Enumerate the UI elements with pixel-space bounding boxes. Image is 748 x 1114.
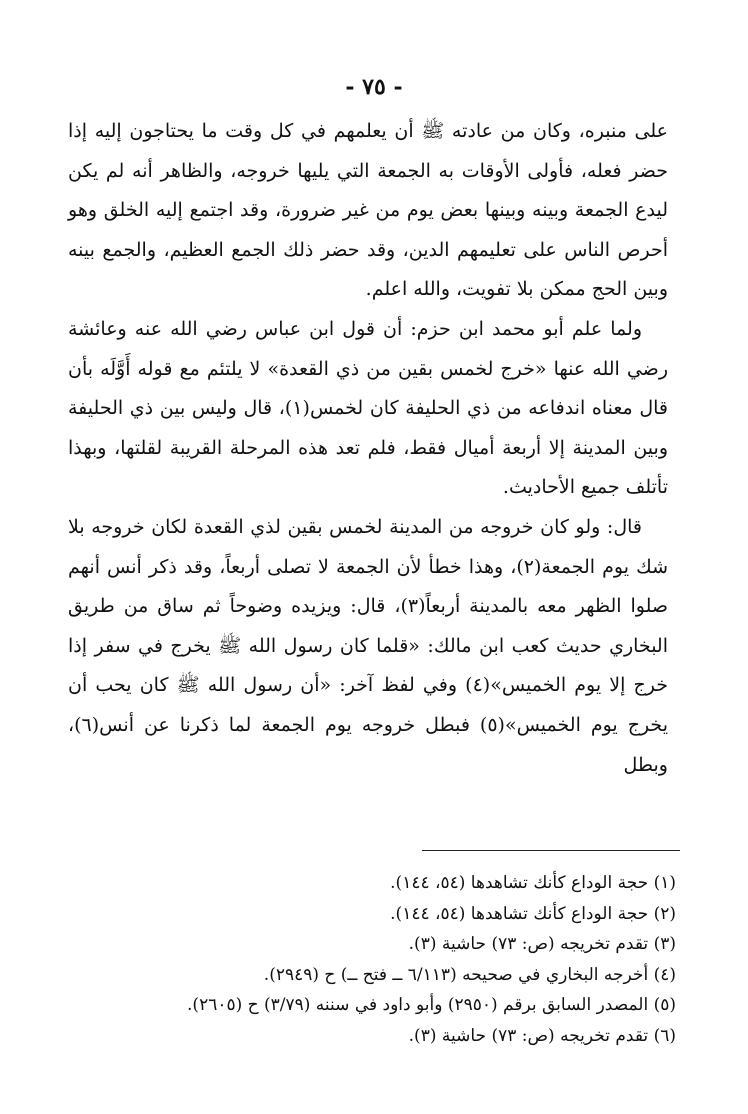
footnotes	[76, 868, 676, 1052]
footnote-5: (٥) المصدر السابق برقم (٢٩٥٠) وأبو داود في سننه (٣/٧٩) ح (٢٦٠٥).	[187, 995, 676, 1016]
footnote-3: (٣) تقدم تخريجه (ص: ٧٣) حاشية (٣).	[408, 934, 676, 955]
page-number: - ٧٥ -	[345, 74, 403, 100]
footnote-1: (١) حجة الوداع كأنك تشاهدها (٥٤، ١٤٤).	[390, 873, 676, 893]
paragraph-1: على منبره، وكان من عادته ﷺ أن يعلمهم في كل وقت ما يحتاجون إليه إذا حضر فعله، فأولى الأوقات به الجمعة التي يليها خروجه، والظاهر أنه لم يكن ليدع الجمعة وبينه وبينها بعض يوم من غير ضرورة، وقد اجتمع إليه الخلق وهو أحرص الناس على تعليمهم الدين، وقد حضر ذلك الجمع العظيم، والجمع بينه وبين الحج ممكن بلا تفويت، والله اعلم.	[68, 120, 668, 301]
body-text	[68, 112, 668, 785]
footnote-6: (٦) تقدم تخريجه (ص: ٧٣) حاشية (٣).	[408, 1025, 676, 1046]
paragraph-2: ولما علم أبو محمد ابن حزم: أن قول ابن عباس رضي الله عنه وعائشة رضي الله عنها «خرج لخمس بقين من ذي القعدة» لا يلتئم مع قوله أَوَّلَه بأن قال معناه اندفاعه من ذي الحليفة كان لخمس(١)، قال وليس بين ذي الحليفة وبين المدينة إلا أربعة أميال فقط، فلم تعد هذه المرحلة القريبة لقلتها، وبهذا تأتلف جميع الأحاديث.	[68, 317, 669, 499]
footnote-2: (٢) حجة الوداع كأنك تشاهدها (٥٤، ١٤٤).	[390, 903, 676, 924]
footnote-4: (٤) أخرجه البخاري في صحيحه (٦/١١٣ ــ فتح ــ) ح (٢٩٤٩).	[263, 964, 676, 985]
paragraph-3: قال: ولو كان خروجه من المدينة لخمس بقين لذي القعدة لكان خروجه بلا شك يوم الجمعة(٢)، وهذا خطأ لأن الجمعة لا تصلى أربعاً، وقد ذكر أنس أنهم صلوا الظهر معه بالمدينة أربعاً(٣)، قال: ويزيده وضوحاً ثم ساق من طريق البخاري حديث كعب ابن مالك: «قلما كان رسول الله ﷺ يخرج في سفر إذا خرج إلا يوم الخميس»(٤) وفي لفظ آخر: «أن رسول الله ﷺ كان يحب أن يخرج يوم الخميس»(٥) فبطل خروجه يوم الجمعة لما ذكرنا عن أنس(٦)، وبطل	[68, 515, 669, 776]
footnote-separator	[422, 850, 680, 851]
